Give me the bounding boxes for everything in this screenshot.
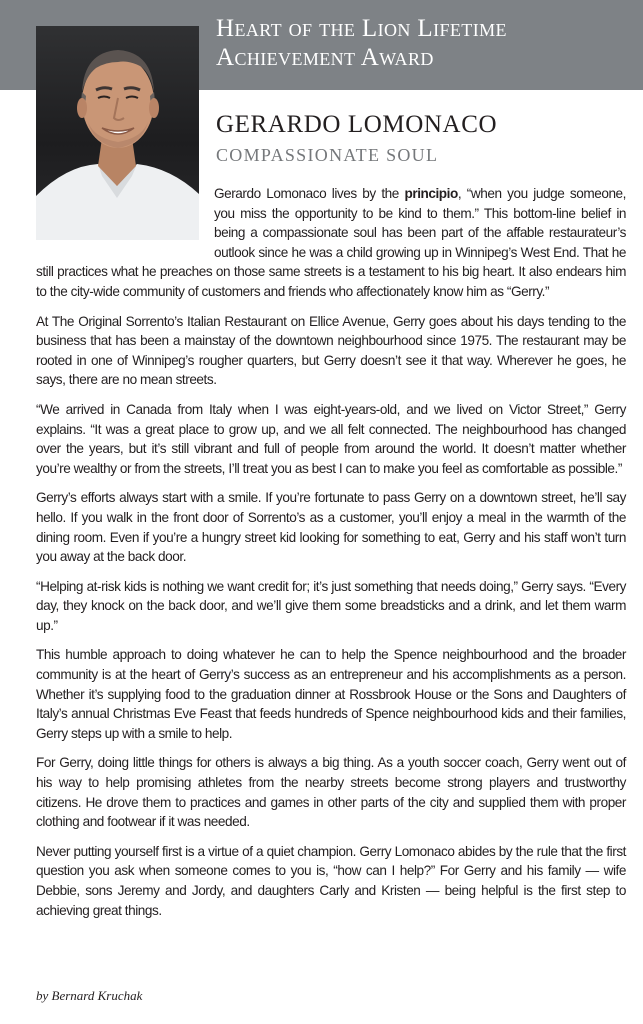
photo-wrap-spacer [36,184,214,260]
honoree-name: GERARDO LOMONACO [216,111,498,138]
article-body [36,184,626,930]
award-title: Heart of the Lion Lifetime Achievement Award [216,15,507,71]
honoree-subtitle: COMPASSIONATE SOUL [216,145,439,165]
paragraph-1-lead: Gerardo Lomonaco lives by the [214,186,405,201]
byline: by Bernard Kruchak [36,988,143,1003]
article-paragraph-3: “We arrived in Canada from Italy when I was eight-years-old, and we lived on Victor Street,” Gerry explains. “It was a great place to grow up, and we all felt connected. The neighbourhood has changed over the years, but it’s still vibrant and full of people from around the world. It doesn’t matter whether you’re wealthy or from the streets, I’ll treat you as best I can to make you feel as comfortable as possible.” [36,401,626,476]
article-paragraph-6: This humble approach to doing whatever he can to help the Spence neighbourhood and the broader community is at the heart of Gerry’s success as an entrepreneur and his accomplishments as a person. Whether it’s supplying food to the graduation dinner at Rossbrook House or the Sons and Daughters of Italy’s annual Christmas Eve Feast that feeds hundreds of Spence neighbourhood kids and their families, Gerry steps up with a smile to help. [36,647,626,741]
article-paragraph-8: Never putting yourself first is a virtue of a quiet champion. Gerry Lomonaco abides by the rule that the first question you ask when someone comes to you is, “how can I help?” For Gerry and his family — wife Debbie, sons Jeremy and Jordy, and daughters Carly and Kristen — being helpful is the first step to achieving great things. [36,843,626,918]
article-paragraph-5: “Helping at-risk kids is nothing we want credit for; it’s just something that needs doing,” Gerry says. “Every day, they knock on the back door, and we’ll give them some breadsticks and a drink, and let them warm up.” [36,578,626,633]
principio-emphasis: principio [404,186,458,201]
paragraph-1-rest: , “when you judge someone, you miss the opportunity to be kind to them.” This bottom-line belief in being a compassionate soul has been part of the affable restaurateur’s outlook since he was a child growing up in Winnipeg’s West End. That he still practices what he preaches on those same streets is a testament to his big heart. It also endears him to the city-wide community of customers and friends who affectionately know him as “Gerry.” [36,186,626,299]
article-paragraph-2: At The Original Sorrento’s Italian Restaurant on Ellice Avenue, Gerry goes about his days tending to the business that has been a mainstay of the downtown neighbourhood since 1975. The restaurant may be rooted in one of Winnipeg’s rougher quarters, but Gerry doesn’t see it that way. Wherever he goes, he says, there are no mean streets. [36,313,626,388]
article-paragraph-7: For Gerry, doing little things for others is always a big thing. As a youth soccer coach, Gerry went out of his way to help promising athletes from the nearby streets become strong players and trustworthy citizens. He drove them to practices and games in other parts of the city and supplied them with proper clothing and footwear if it was needed. [36,755,626,830]
article-paragraph-4: Gerry’s efforts always start with a smile. If you’re fortunate to pass Gerry on a downtown street, he’ll say hello. If you walk in the front door of Sorrento’s as a customer, you’ll enjoy a meal in the warmth of the dining room. Even if you’re a hungry street kid looking for something to eat, Gerry and his staff won’t turn you away at the back door. [36,490,626,565]
